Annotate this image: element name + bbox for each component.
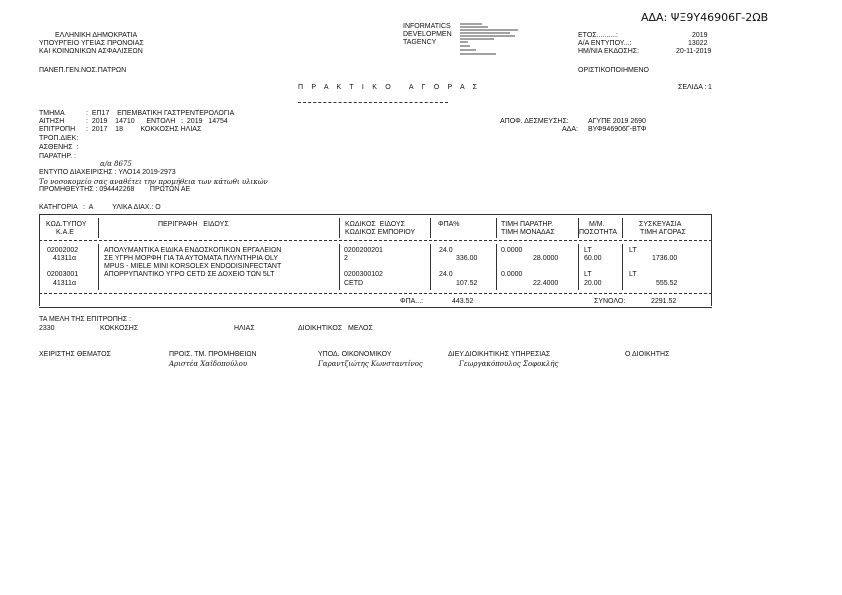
col-header-description: ΠΕΡΙΓΡΑΦΗ ΕΙΔΟΥΣ	[158, 221, 229, 228]
row-vat-rate: 24.0	[439, 271, 453, 278]
col-sep	[430, 218, 431, 238]
row-type-code: 02003001	[47, 271, 79, 278]
col-header-quantity: ΠΟΣΟΤΗΤΑ	[579, 229, 618, 236]
row-package: LT	[629, 247, 637, 254]
row-type-code: 02002002	[47, 247, 79, 254]
col-header-observed-price: ΤΙΜΗ ΠΑΡΑΤΗΡ.	[501, 221, 554, 228]
request-label: ΑΙΤΗΣΗ	[39, 118, 65, 125]
row-description-3: MPUS - MIELE MINI KORSOLEX ENDODISINFECTANT	[104, 263, 282, 270]
form-number-label: Α/Α ΕΝΤΥΠΟΥ...:	[578, 40, 632, 47]
row-vat-rate: 24.0	[439, 247, 453, 254]
committee-label: ΕΠΙΤΡΟΠΗ	[39, 126, 76, 133]
form-number-value: 13022	[688, 40, 708, 47]
management-form: ΕΝΤΥΠΟ ΔΙΑΧΕΙΡΙΣΗΣ : ΥΛΟ14 2019-2973	[39, 169, 176, 176]
row-total: 555.52	[656, 280, 678, 287]
supplier-line: ΠΡΟΜΗΘΕΥΤΗΣ : 094442268 ΠΡΩΤΩΝ ΑΕ	[39, 186, 191, 193]
year-label: ΕΤΟΣ..........:	[578, 32, 618, 39]
col-header-trade-code: ΚΩΔΙΚΟΣ ΕΜΠΟΡΙΟΥ	[345, 229, 416, 236]
vat-total-value: 443.52	[452, 298, 474, 305]
issue-date-label: ΗΜ/ΝΙΑ ΕΚΔΟΣΗΣ:	[578, 48, 640, 55]
signature-admin-name: Γεωργακόπουλος Σοφοκλής	[459, 360, 559, 368]
row-quantity: 60.00	[584, 255, 602, 262]
logo-microtext-icon	[460, 22, 522, 56]
row-unit: LT	[584, 247, 592, 254]
member-code: 2330	[39, 325, 55, 332]
table-top-border	[39, 214, 712, 215]
col-sep	[339, 218, 340, 238]
member-name: ΗΛΙΑΣ	[234, 325, 255, 332]
row-vat-amount: 107.52	[456, 280, 478, 287]
row-observed-price: 0.0000	[501, 271, 523, 278]
row-item-code: 0200200201	[344, 247, 383, 254]
signature-finance-name: Γαραντζιώτης Κωνσταντίνος	[318, 360, 423, 368]
handwritten-serial: α/α 8675	[100, 160, 132, 168]
col-sep	[622, 218, 623, 238]
col-sep	[339, 244, 340, 290]
col-sep	[496, 244, 497, 290]
category-line: ΚΑΤΗΓΟΡΙΑ : Α ΥΛΙΚΑ ΔΙΑΧ.: Ο	[39, 204, 161, 211]
table-bottom-border	[39, 307, 712, 308]
signature-finance-director: ΥΠΟΔ. ΟΙΚΟΝΟΜΙΚΟΥ	[318, 351, 392, 358]
title-underline	[298, 102, 448, 103]
member-surname: ΚΟΚΚΟΣΗΣ	[100, 325, 139, 332]
logo-line-1: INFORMATICS	[403, 23, 451, 30]
page-label: ΣΕΛΙΔΑ :	[678, 84, 707, 91]
signature-admin-director: ΔΙΕΥ.ΔΙΟΙΚΗΤΙΚΗΣ ΥΠΗΡΕΣΙΑΣ	[448, 351, 551, 358]
col-header-purchase-price: ΤΙΜΗ ΑΓΟΡΑΣ	[640, 229, 686, 236]
ada2-label: ΑΔΑ:	[562, 126, 578, 133]
logo-line-2: DEVELOPMEN	[403, 31, 452, 38]
patient-label: ΑΣΘΕΝΗΣ :	[39, 144, 79, 151]
commitment-value: ΑΓΥΠΕ 2019 2690	[588, 118, 646, 125]
col-sep	[430, 244, 431, 290]
department-value: : ΕΠ17 ΕΠΕΜΒΑΤΙΚΗ ΓΑΣΤΡΕΝΤΕΡΟΛΟΓΙΑ	[86, 110, 235, 117]
committee-value: : 2017 18 ΚΟΚΚΟΣΗΣ ΗΛΙΑΣ	[86, 126, 202, 133]
row-trade-code: 2	[344, 255, 348, 262]
ada2-value: ΒΥΦ946906Γ-ΒΤΦ	[588, 126, 647, 133]
issue-date-value: 20-11-2019	[676, 48, 712, 55]
row-unit: LT	[584, 271, 592, 278]
signature-procurement-head: ΠΡΟΙΣ. ΤΜ. ΠΡΟΜΗΘΕΙΩΝ	[169, 351, 257, 358]
assignment-notice: Το νοσοκομείο σας αναθέτει την προμήθεια των κάτωθι υλικών	[39, 178, 268, 186]
grand-total-value: 2291.52	[651, 298, 677, 305]
procedure-label: ΤΡΟΠ.ΔΙΕΚ:	[39, 135, 79, 142]
row-total: 1736.00	[652, 255, 678, 262]
signature-governor: Ο ΔΙΟΙΚΗΤΗΣ	[625, 351, 670, 358]
member-role: ΔΙΟΙΚΗΤΙΚΟΣ ΜΕΛΟΣ	[298, 325, 373, 332]
row-description-2: ΣΕ ΥΓΡΗ ΜΟΡΦΗ ΓΙΑ ΤΑ ΑΥΤΟΜΑΤΑ ΠΛΥΝΤΗΡΙΑ OLY	[104, 255, 279, 262]
col-header-type-code: ΚΩΔ.ΤΥΠΟΥ	[46, 221, 87, 228]
col-header-kae: Κ.Α.Ε	[56, 229, 74, 236]
row-quantity: 20.00	[584, 280, 602, 287]
remarks-label: ΠΑΡΑΤΗΡ. :	[39, 153, 76, 160]
request-value: : 2019 14710 ΕΝΤΟΛΗ : 2019 14754	[86, 118, 228, 125]
col-sep	[496, 218, 497, 238]
header-ministry: ΥΠΟΥΡΓΕΙΟ ΥΓΕΙΑΣ ΠΡΟΝΟΙΑΣ	[39, 40, 144, 47]
row-observed-price: 0.0000	[501, 247, 523, 254]
row-kae: 41311α	[53, 255, 76, 262]
certified-label: ΟΡΙΣΤΙΚΟΠΟΙΗΜΕΝΟ	[578, 67, 650, 74]
logo-line-3: TAGENCY	[403, 39, 437, 46]
row-unit-price: 28.0000	[533, 255, 559, 262]
ada-code: ΑΔΑ: ΨΞ9Υ46906Γ-2ΩΒ	[641, 11, 769, 24]
header-ministry-2: ΚΑΙ ΚΟΙΝΩΝΙΚΩΝ ΑΣΦΑΛΙΣΕΩΝ	[39, 48, 143, 55]
hospital-name: ΠΑΝΕΠ.ΓΕΝ.ΝΟΣ.ΠΑΤΡΩΝ	[39, 67, 127, 74]
vat-total-label: ΦΠΑ...:	[400, 298, 424, 305]
row-trade-code: CETD	[344, 280, 364, 287]
department-label: ΤΜΗΜΑ	[39, 110, 65, 117]
col-header-unit-price: ΤΙΜΗ ΜΟΝΑΔΑΣ	[501, 229, 555, 236]
col-header-unit: Μ/Μ.	[589, 221, 605, 228]
year-value: 2019	[692, 32, 708, 39]
col-sep	[98, 218, 99, 238]
col-header-package: ΣΥΣΚΕΥΑΣΙΑ	[639, 221, 682, 228]
col-sep	[622, 244, 623, 290]
row-unit-price: 22.4000	[533, 280, 559, 287]
row-description-1: ΑΠΟΛΥΜΑΝΤΙΚΑ ΕΙΔΙΚΑ ΕΝΔΟΣΚΟΠΙΚΩΝ ΕΡΓΑΛΕΙΩΝ	[104, 247, 282, 254]
signature-handler: ΧΕΙΡΙΣΤΗΣ ΘΕΜΑΤΟΣ	[39, 351, 111, 358]
header-republic: ΕΛΛΗΝΙΚΗ ΔΗΜΟΚΡΑΤΙΑ	[55, 32, 138, 39]
commitment-label: ΑΠΟΦ. ΔΕΣΜΕΥΣΗΣ:	[500, 118, 569, 125]
document-title: Π Ρ Α Κ Τ Ι Κ Ο Α Γ Ο Ρ Α Σ	[298, 84, 481, 91]
committee-members-label: ΤΑ ΜΕΛΗ ΤΗΣ ΕΠΙΤΡΟΠΗΣ :	[39, 316, 132, 323]
col-header-item-code: ΚΩΔΙΚΟΣ ΕΙΔΟΥΣ	[345, 221, 405, 228]
col-sep	[98, 244, 99, 290]
row-kae: 41311α	[53, 280, 76, 287]
grand-total-label: ΣΥΝΟΛΟ:	[594, 298, 626, 305]
row-item-code: 0200300102	[344, 271, 383, 278]
row-vat-amount: 336.00	[456, 255, 478, 262]
col-header-vat: ΦΠΑ%	[438, 221, 460, 228]
page-value: 1	[708, 84, 712, 91]
signature-procurement-name: Αριστέα Χαϊδοπούλου	[169, 360, 248, 368]
row-description-1: ΑΠΟΡΡΥΠΑΝΤΙΚΟ ΥΓΡΟ CETD ΣΕ ΔΟΧΕΙΟ ΤΩΝ 5LT	[104, 271, 275, 278]
header-separator	[39, 240, 712, 241]
col-sep	[578, 244, 579, 290]
row-package: LT	[629, 271, 637, 278]
totals-separator	[39, 293, 712, 294]
